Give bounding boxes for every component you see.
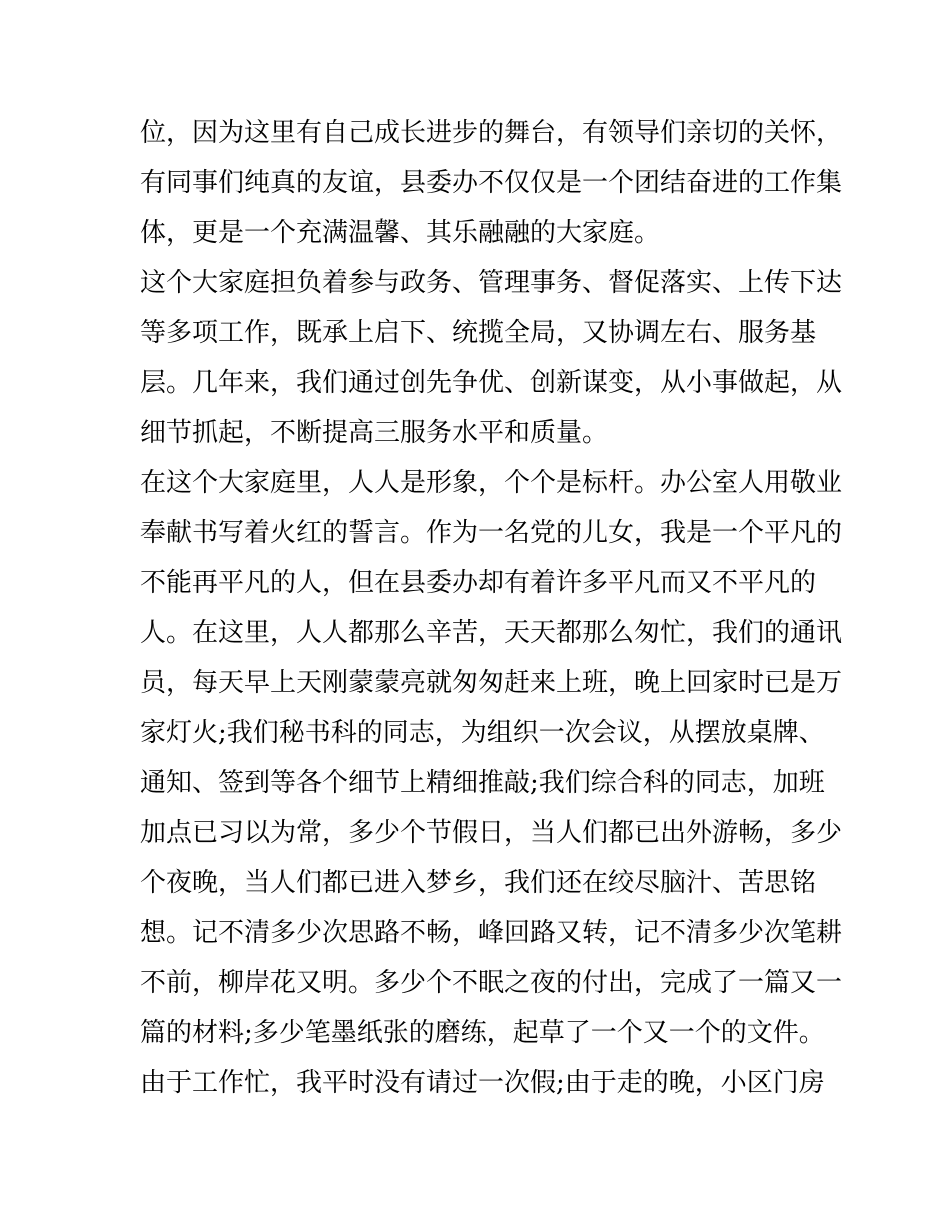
text-line-17: 想。记不清多少次思路不畅，峰回路又转，记不清多少次笔耕 [140, 918, 843, 948]
text-line-14: 通知、签到等各个细节上精细推敲;我们综合科的同志，加班 [140, 768, 825, 798]
text-line-7: 细节抓起，不断提高三服务水平和质量。 [140, 418, 609, 448]
text-line-20: 由于工作忙，我平时没有请过一次假;由于走的晚，小区门房 [140, 1068, 825, 1098]
text-line-2: 有同事们纯真的友谊，县委办不仅仅是一个团结奋进的工作集 [140, 168, 843, 198]
text-line-12: 员，每天早上天刚蒙蒙亮就匆匆赶来上班，晚上回家时已是万 [140, 668, 843, 698]
text-line-18: 不前，柳岸花又明。多少个不眠之夜的付出，完成了一篇又一 [140, 968, 843, 998]
text-line-4: 这个大家庭担负着参与政务、管理事务、督促落实、上传下达 [140, 268, 843, 298]
text-line-5: 等多项工作，既承上启下、统揽全局，又协调左右、服务基 [140, 318, 817, 348]
text-line-9: 奉献书写着火红的誓言。作为一名党的儿女，我是一个平凡的 [140, 518, 843, 548]
text-line-6: 层。几年来，我们通过创先争优、创新谋变，从小事做起，从 [140, 368, 843, 398]
text-line-10: 不能再平凡的人，但在县委办却有着许多平凡而又不平凡的 [140, 568, 817, 598]
text-line-19: 篇的材料;多少笔墨纸张的磨练，起草了一个又一个的文件。 [140, 1018, 825, 1048]
text-line-1: 位，因为这里有自己成长进步的舞台，有领导们亲切的关怀， [140, 118, 843, 148]
body-text [140, 108, 843, 1108]
text-line-13: 家灯火;我们秘书科的同志，为组织一次会议，从摆放桌牌、 [140, 718, 825, 748]
text-line-15: 加点已习以为常，多少个节假日，当人们都已出外游畅，多少 [140, 818, 843, 848]
text-line-11: 人。在这里，人人都那么辛苦，天天都那么匆忙，我们的通讯 [140, 618, 843, 648]
text-line-8: 在这个大家庭里，人人是形象，个个是标杆。办公室人用敬业 [140, 468, 843, 498]
text-line-16: 个夜晚，当人们都已进入梦乡，我们还在绞尽脑汁、苦思铭 [140, 868, 817, 898]
text-line-3: 体，更是一个充满温馨、其乐融融的大家庭。 [140, 218, 661, 248]
